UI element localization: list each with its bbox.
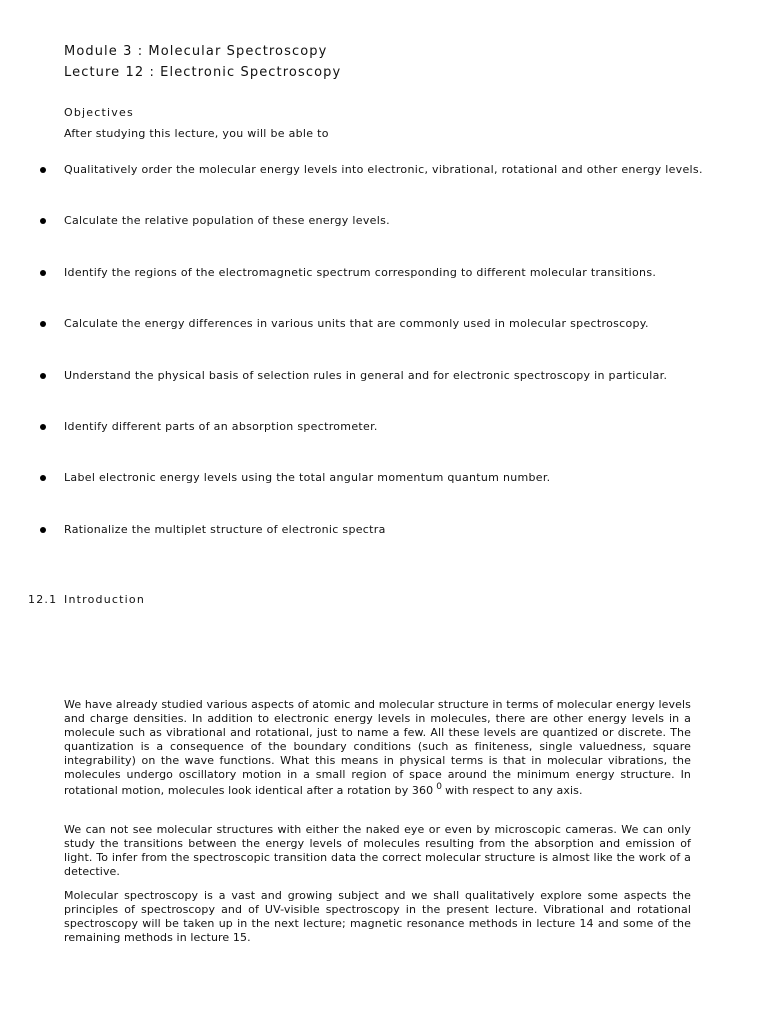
objective-item <box>40 366 667 384</box>
objectives-heading: Objectives <box>64 106 134 119</box>
intro-paragraph-3: Molecular spectroscopy is a vast and growing subject and we shall qualitatively explore some aspects the principles of spectroscopy and of UV-visible spectroscopy in the present lecture. Vibrational and rotational spectroscopy will be taken up in the next lecture; magnetic resonance methods in lecture 14 and some of the remaining methods in lecture 15. <box>64 889 691 944</box>
objective-item <box>40 263 656 281</box>
objective-item <box>40 417 378 435</box>
paragraph-text: We have already studied various aspects of atomic and molecular structure in terms of molecular energy levels and charge densities. In addition to electronic energy levels in molecules, there are other energy levels in a molecule such as vibrational and rotational, just to name a few. All these levels are quantized or discrete. The quantization is a consequence of the boundary conditions (such as finiteness, single valuedness, square integrability) on the wave functions. What this means in physical terms is that in molecular vibrations, the molecules undergo oscillatory motion in a small region of space around the minimum energy structure. In rotational motion, molecules look identical after a rotation by 360 <box>64 698 691 798</box>
paragraph-text-end: with respect to any axis. <box>445 784 583 798</box>
objective-item <box>40 314 649 332</box>
objective-text: Identify different parts of an absorption spectrometer. <box>64 419 378 433</box>
objective-text: Calculate the energy differences in various units that are commonly used in molecular spectroscopy. <box>64 316 649 330</box>
objective-text: Qualitatively order the molecular energy levels into electronic, vibrational, rotational and other energy levels. <box>64 162 703 176</box>
bullet-icon <box>40 167 46 173</box>
intro-paragraph-1 <box>64 698 691 798</box>
objective-item <box>40 520 386 538</box>
section-heading <box>28 593 145 606</box>
objective-item <box>40 211 390 229</box>
objective-text: Identify the regions of the electromagnetic spectrum corresponding to different molecular transitions. <box>64 265 657 279</box>
bullet-icon <box>40 424 46 430</box>
section-title: Introduction <box>64 593 146 606</box>
objective-text: Label electronic energy levels using the total angular momentum quantum number. <box>64 470 551 484</box>
degree-superscript: 0 <box>436 782 443 793</box>
bullet-icon <box>40 218 46 224</box>
objective-item <box>40 468 550 486</box>
bullet-icon <box>40 373 46 379</box>
intro-paragraph-2: We can not see molecular structures with either the naked eye or even by microscopic cameras. We can only study the transitions between the energy levels of molecules resulting from the absorption and emission of light. To infer from the spectroscopic transition data the correct molecular structure is almost like the work of a detective. <box>64 823 691 878</box>
objectives-intro: After studying this lecture, you will be able to <box>64 127 329 140</box>
lecture-title: Lecture 12 : Electronic Spectroscopy <box>64 65 342 80</box>
objective-text: Rationalize the multiplet structure of electronic spectra <box>64 522 386 536</box>
objective-item <box>40 160 703 178</box>
objective-text: Calculate the relative population of these energy levels. <box>64 213 390 227</box>
section-number: 12.1 <box>28 593 58 606</box>
bullet-icon <box>40 475 46 481</box>
bullet-icon <box>40 321 46 327</box>
module-title: Module 3 : Molecular Spectroscopy <box>64 44 328 59</box>
bullet-icon <box>40 527 46 533</box>
objective-text: Understand the physical basis of selection rules in general and for electronic spectroscopy in particular. <box>64 368 668 382</box>
bullet-icon <box>40 270 46 276</box>
